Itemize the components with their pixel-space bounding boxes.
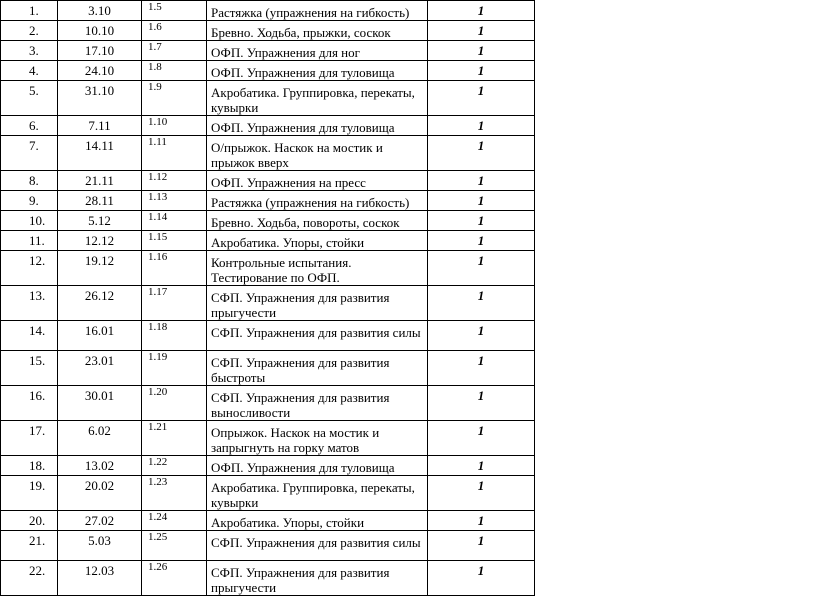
table-row (1, 456, 535, 476)
row-number-cell: 20. (1, 511, 58, 531)
hours-cell: 1 (428, 386, 535, 421)
topic-cell: Опрыжок. Наскок на мостик и запрыгнуть на горку матов (207, 421, 428, 456)
table-row (1, 136, 535, 171)
table-row (1, 531, 535, 561)
table-row (1, 321, 535, 351)
hours-cell: 1 (428, 511, 535, 531)
row-number-cell: 3. (1, 41, 58, 61)
lesson-code-cell: 1.5 (142, 1, 207, 21)
table-row (1, 211, 535, 231)
hours-cell: 1 (428, 286, 535, 321)
topic-cell: ОФП. Упражнения для ног (207, 41, 428, 61)
row-number-cell: 18. (1, 456, 58, 476)
hours-cell: 1 (428, 171, 535, 191)
row-number-cell: 7. (1, 136, 58, 171)
lesson-code-cell: 1.25 (142, 531, 207, 561)
hours-cell: 1 (428, 251, 535, 286)
table-row (1, 561, 535, 596)
hours-cell: 1 (428, 81, 535, 116)
lesson-code-cell: 1.8 (142, 61, 207, 81)
date-cell: 6.02 (58, 421, 142, 456)
table-row (1, 511, 535, 531)
row-number-cell: 9. (1, 191, 58, 211)
date-cell: 3.10 (58, 1, 142, 21)
row-number-cell: 22. (1, 561, 58, 596)
topic-cell: ОФП. Упражнения для туловища (207, 61, 428, 81)
row-number-cell: 19. (1, 476, 58, 511)
date-cell: 5.12 (58, 211, 142, 231)
date-cell: 27.02 (58, 511, 142, 531)
topic-cell: СФП. Упражнения для развития силы (207, 321, 428, 351)
topic-cell: Растяжка (упражнения на гибкость) (207, 191, 428, 211)
date-cell: 21.11 (58, 171, 142, 191)
lesson-code-cell: 1.18 (142, 321, 207, 351)
date-cell: 26.12 (58, 286, 142, 321)
row-number-cell: 6. (1, 116, 58, 136)
date-cell: 28.11 (58, 191, 142, 211)
hours-cell: 1 (428, 41, 535, 61)
date-cell: 31.10 (58, 81, 142, 116)
hours-cell: 1 (428, 1, 535, 21)
table-row (1, 231, 535, 251)
date-cell: 12.12 (58, 231, 142, 251)
table-row (1, 81, 535, 116)
topic-cell: ОФП. Упражнения на пресс (207, 171, 428, 191)
row-number-cell: 13. (1, 286, 58, 321)
topic-cell: СФП. Упражнения для развития прыгучести (207, 561, 428, 596)
hours-cell: 1 (428, 476, 535, 511)
table-row (1, 116, 535, 136)
row-number-cell: 1. (1, 1, 58, 21)
row-number-cell: 10. (1, 211, 58, 231)
lesson-code-cell: 1.17 (142, 286, 207, 321)
date-cell: 24.10 (58, 61, 142, 81)
row-number-cell: 17. (1, 421, 58, 456)
date-cell: 14.11 (58, 136, 142, 171)
date-cell: 7.11 (58, 116, 142, 136)
hours-cell: 1 (428, 136, 535, 171)
topic-cell: Акробатика. Упоры, стойки (207, 231, 428, 251)
topic-cell: СФП. Упражнения для развития силы (207, 531, 428, 561)
topic-cell: Акробатика. Группировка, перекаты, кувырки (207, 476, 428, 511)
hours-cell: 1 (428, 21, 535, 41)
lesson-code-cell: 1.14 (142, 211, 207, 231)
hours-cell: 1 (428, 211, 535, 231)
table-body (1, 1, 535, 596)
table-row (1, 421, 535, 456)
lesson-code-cell: 1.24 (142, 511, 207, 531)
hours-cell: 1 (428, 421, 535, 456)
table-row (1, 61, 535, 81)
row-number-cell: 16. (1, 386, 58, 421)
table-row (1, 286, 535, 321)
date-cell: 23.01 (58, 351, 142, 386)
topic-cell: Бревно. Ходьба, повороты, соскок (207, 211, 428, 231)
hours-cell: 1 (428, 456, 535, 476)
row-number-cell: 2. (1, 21, 58, 41)
topic-cell: О/прыжок. Наскок на мостик и прыжок вверх (207, 136, 428, 171)
row-number-cell: 8. (1, 171, 58, 191)
row-number-cell: 14. (1, 321, 58, 351)
lesson-code-cell: 1.13 (142, 191, 207, 211)
date-cell: 19.12 (58, 251, 142, 286)
topic-cell: Акробатика. Группировка, перекаты, кувырки (207, 81, 428, 116)
date-cell: 13.02 (58, 456, 142, 476)
topic-cell: Бревно. Ходьба, прыжки, соскок (207, 21, 428, 41)
lesson-code-cell: 1.23 (142, 476, 207, 511)
lesson-code-cell: 1.19 (142, 351, 207, 386)
date-cell: 5.03 (58, 531, 142, 561)
table-row (1, 351, 535, 386)
table-row (1, 1, 535, 21)
topic-cell: СФП. Упражнения для развития прыгучести (207, 286, 428, 321)
row-number-cell: 15. (1, 351, 58, 386)
topic-cell: Растяжка (упражнения на гибкость) (207, 1, 428, 21)
lesson-code-cell: 1.16 (142, 251, 207, 286)
row-number-cell: 11. (1, 231, 58, 251)
lesson-code-cell: 1.21 (142, 421, 207, 456)
table-row (1, 386, 535, 421)
table-row (1, 251, 535, 286)
lesson-code-cell: 1.12 (142, 171, 207, 191)
row-number-cell: 4. (1, 61, 58, 81)
lesson-code-cell: 1.15 (142, 231, 207, 251)
hours-cell: 1 (428, 321, 535, 351)
lesson-code-cell: 1.11 (142, 136, 207, 171)
lesson-code-cell: 1.9 (142, 81, 207, 116)
hours-cell: 1 (428, 116, 535, 136)
date-cell: 16.01 (58, 321, 142, 351)
hours-cell: 1 (428, 531, 535, 561)
row-number-cell: 5. (1, 81, 58, 116)
hours-cell: 1 (428, 561, 535, 596)
table-row (1, 41, 535, 61)
lesson-code-cell: 1.22 (142, 456, 207, 476)
table-row (1, 191, 535, 211)
date-cell: 17.10 (58, 41, 142, 61)
row-number-cell: 12. (1, 251, 58, 286)
lesson-code-cell: 1.10 (142, 116, 207, 136)
lesson-code-cell: 1.6 (142, 21, 207, 41)
hours-cell: 1 (428, 231, 535, 251)
hours-cell: 1 (428, 191, 535, 211)
date-cell: 10.10 (58, 21, 142, 41)
date-cell: 20.02 (58, 476, 142, 511)
topic-cell: ОФП. Упражнения для туловища (207, 456, 428, 476)
topic-cell: Контрольные испытания. Тестирование по ОФП. (207, 251, 428, 286)
topic-cell: Акробатика. Упоры, стойки (207, 511, 428, 531)
table-row (1, 171, 535, 191)
lesson-code-cell: 1.7 (142, 41, 207, 61)
topic-cell: СФП. Упражнения для развития выносливости (207, 386, 428, 421)
date-cell: 12.03 (58, 561, 142, 596)
lesson-code-cell: 1.20 (142, 386, 207, 421)
topic-cell: ОФП. Упражнения для туловища (207, 116, 428, 136)
hours-cell: 1 (428, 351, 535, 386)
lesson-code-cell: 1.26 (142, 561, 207, 596)
topic-cell: СФП. Упражнения для развития быстроты (207, 351, 428, 386)
date-cell: 30.01 (58, 386, 142, 421)
row-number-cell: 21. (1, 531, 58, 561)
table-row (1, 21, 535, 41)
hours-cell: 1 (428, 61, 535, 81)
table-row (1, 476, 535, 511)
